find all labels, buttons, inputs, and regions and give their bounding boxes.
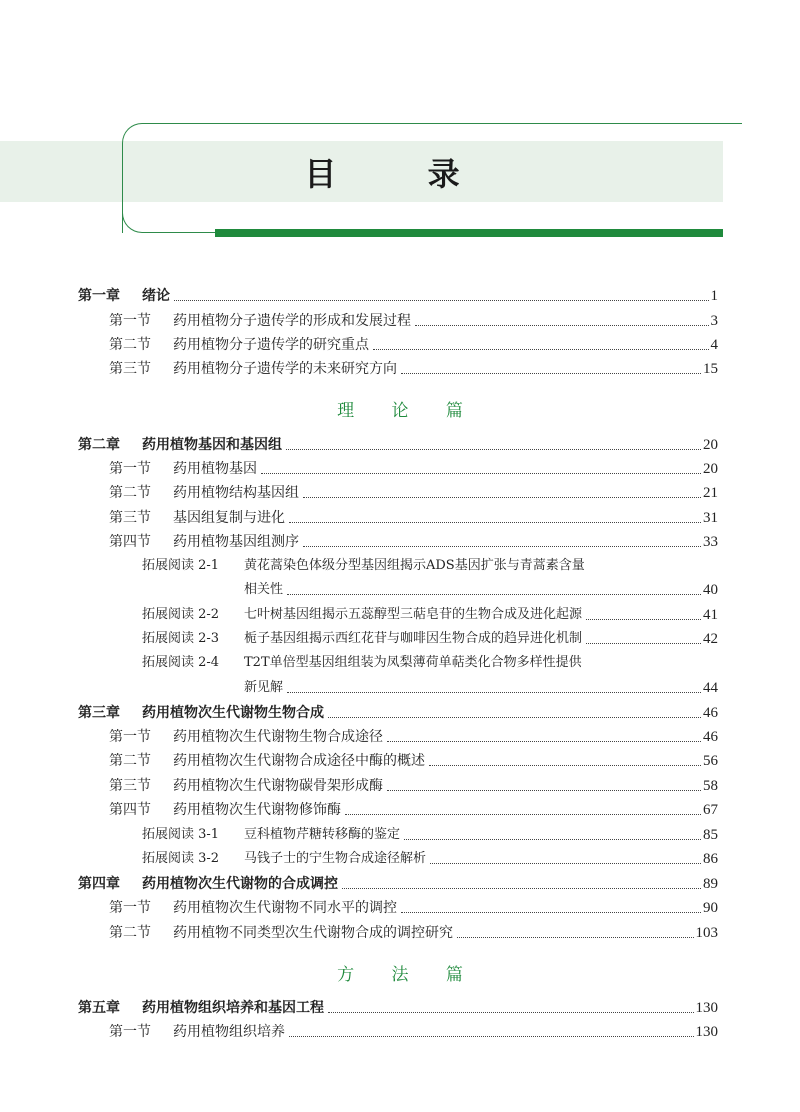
- toc-number: 第三节: [109, 778, 151, 794]
- leader-dots: [401, 911, 701, 913]
- toc-page: 33: [703, 534, 718, 550]
- toc-number: 第五章: [78, 1000, 120, 1016]
- page-title: 目 录: [304, 154, 500, 193]
- toc-section[interactable]: [109, 775, 718, 797]
- toc-title: 药用植物分子遗传学的研究重点: [173, 337, 369, 353]
- toc-section[interactable]: [109, 334, 718, 356]
- toc-page: 67: [703, 802, 718, 818]
- toc-title: 药用植物不同类型次生代谢物合成的调控研究: [173, 925, 453, 941]
- leader-dots: [387, 740, 701, 742]
- toc-section[interactable]: [109, 726, 718, 748]
- toc-page: 20: [703, 437, 718, 453]
- toc-number: 第三章: [78, 705, 120, 721]
- toc-title: 豆科植物芹糖转移酶的鉴定: [244, 827, 401, 842]
- toc-number: 第一节: [109, 313, 151, 329]
- toc-page: 1: [710, 288, 718, 304]
- toc-title: 七叶树基因组揭示五蕊醇型三萜皂苷的生物合成及进化起源: [244, 607, 583, 622]
- leader-dots: [457, 936, 694, 938]
- leader-dots: [401, 372, 701, 374]
- leader-dots: [429, 764, 701, 766]
- toc-number: 第二节: [109, 337, 151, 353]
- toc-title: 绪论: [142, 288, 170, 304]
- toc-title: 药用植物次生代谢物生物合成: [142, 705, 324, 721]
- toc-page: 20: [703, 461, 718, 477]
- toc-page: 46: [703, 729, 718, 745]
- toc-extended-reading[interactable]: [142, 555, 718, 577]
- toc-chapter[interactable]: [78, 997, 718, 1019]
- toc-number: 第二章: [78, 437, 120, 453]
- leader-dots: [404, 838, 701, 840]
- toc-section[interactable]: [109, 458, 718, 480]
- toc-title: 药用植物次生代谢物不同水平的调控: [173, 900, 397, 916]
- toc-section[interactable]: [109, 310, 718, 332]
- leader-dots: [415, 324, 709, 326]
- toc-title: T2T单倍型基因组组装为凤梨薄荷单萜类化合物多样性提供: [244, 655, 582, 670]
- toc-extended-reading[interactable]: [142, 848, 718, 870]
- toc-title: 药用植物次生代谢物修饰酶: [173, 802, 341, 818]
- toc-title: 药用植物分子遗传学的形成和发展过程: [173, 313, 411, 329]
- toc-extended-reading[interactable]: [142, 824, 718, 846]
- toc-title-cont: 新见解: [244, 680, 284, 695]
- leader-dots: [261, 472, 701, 474]
- toc-number: 拓展阅读 2-4: [142, 655, 220, 670]
- leader-dots: [303, 545, 701, 547]
- toc-page: 103: [695, 925, 718, 941]
- toc-title: 药用植物次生代谢物生物合成途径: [173, 729, 383, 745]
- leader-dots: [287, 691, 701, 693]
- leader-dots: [342, 887, 701, 889]
- leader-dots: [289, 1035, 694, 1037]
- toc-page: 86: [703, 851, 718, 867]
- toc-number: 第一节: [109, 1024, 151, 1040]
- toc-title: 药用植物组织培养: [173, 1024, 285, 1040]
- leader-dots: [586, 618, 701, 620]
- leader-dots: [174, 299, 709, 301]
- part-heading-theory: 理 论 篇: [337, 401, 479, 421]
- toc-title: 药用植物基因和基因组: [142, 437, 282, 453]
- toc-page: 85: [703, 827, 718, 843]
- toc-extended-reading[interactable]: [142, 628, 718, 650]
- toc-title: 黄花蒿染色体级分型基因组揭示ADS基因扩张与青蒿素含量: [244, 558, 585, 573]
- toc-section[interactable]: [109, 799, 718, 821]
- toc-number: 第一章: [78, 288, 120, 304]
- toc-number: 第二节: [109, 753, 151, 769]
- toc-section[interactable]: [109, 750, 718, 772]
- toc-number: 拓展阅读 2-2: [142, 607, 220, 622]
- toc-title: 马钱子士的宁生物合成途径解析: [244, 851, 427, 866]
- toc-page: 42: [703, 631, 718, 647]
- leader-dots: [303, 496, 701, 498]
- toc-page: 41: [703, 607, 718, 623]
- toc-page: 44: [703, 680, 718, 696]
- toc-section[interactable]: [109, 897, 718, 919]
- toc-number: 第一节: [109, 729, 151, 745]
- leader-dots: [287, 593, 701, 595]
- toc-number: 第一节: [109, 900, 151, 916]
- toc-title: 药用植物结构基因组: [173, 485, 299, 501]
- toc-chapter[interactable]: [78, 873, 718, 895]
- leader-dots: [430, 862, 701, 864]
- toc-section[interactable]: [109, 358, 718, 380]
- leader-dots: [328, 1011, 694, 1013]
- toc-page: 130: [695, 1000, 718, 1016]
- toc-number: 第四节: [109, 534, 151, 550]
- toc-title: 药用植物基因组测序: [173, 534, 299, 550]
- toc-number: 拓展阅读 2-1: [142, 558, 220, 573]
- toc-number: 第二节: [109, 925, 151, 941]
- leader-dots: [345, 813, 701, 815]
- toc-section[interactable]: [109, 1021, 718, 1043]
- toc-title: 药用植物基因: [173, 461, 257, 477]
- toc-number: 拓展阅读 3-1: [142, 827, 220, 842]
- toc-page: 40: [703, 582, 718, 598]
- leader-dots: [289, 521, 701, 523]
- toc-page: 15: [703, 361, 718, 377]
- toc-page: 31: [703, 510, 718, 526]
- toc-number: 第一节: [109, 461, 151, 477]
- toc-title-cont: 相关性: [244, 582, 284, 597]
- toc-extended-reading[interactable]: [142, 652, 718, 674]
- toc-title: 药用植物组织培养和基因工程: [142, 1000, 324, 1016]
- toc-number: 第三节: [109, 510, 151, 526]
- leader-dots: [328, 716, 701, 718]
- toc-chapter[interactable]: [78, 702, 718, 724]
- toc-page: 3: [710, 313, 718, 329]
- toc-title: 药用植物次生代谢物的合成调控: [142, 876, 338, 892]
- toc-page: 90: [703, 900, 718, 916]
- toc-page: 56: [703, 753, 718, 769]
- toc-chapter[interactable]: [78, 285, 718, 307]
- toc-section[interactable]: [109, 922, 718, 944]
- toc-page: 46: [703, 705, 718, 721]
- toc-page: 21: [703, 485, 718, 501]
- toc-number: 拓展阅读 3-2: [142, 851, 220, 866]
- toc-page: 89: [703, 876, 718, 892]
- toc-number: 第四章: [78, 876, 120, 892]
- toc-page: 58: [703, 778, 718, 794]
- toc-number: 第四节: [109, 802, 151, 818]
- leader-dots: [586, 642, 701, 644]
- toc-extended-reading-cont[interactable]: [244, 677, 718, 699]
- toc-extended-reading-cont[interactable]: [244, 579, 718, 601]
- toc-title: 药用植物分子遗传学的未来研究方向: [173, 361, 397, 377]
- toc-extended-reading[interactable]: [142, 604, 718, 626]
- leader-dots: [286, 448, 701, 450]
- toc-section[interactable]: [109, 507, 718, 529]
- toc-title: 栀子基因组揭示西红花苷与咖啡因生物合成的趋异进化机制: [244, 631, 583, 646]
- toc-number: 拓展阅读 2-3: [142, 631, 220, 646]
- toc-title: 药用植物次生代谢物碳骨架形成酶: [173, 778, 383, 794]
- toc-chapter[interactable]: [78, 434, 718, 456]
- toc-page: 130: [695, 1024, 718, 1040]
- title-accent-bar: [215, 229, 723, 237]
- toc-number: 第三节: [109, 361, 151, 377]
- toc-section[interactable]: [109, 482, 718, 504]
- toc-title: 基因组复制与进化: [173, 510, 285, 526]
- toc-number: 第二节: [109, 485, 151, 501]
- part-heading-methods: 方 法 篇: [337, 965, 479, 985]
- toc-page: 4: [710, 337, 718, 353]
- leader-dots: [387, 789, 701, 791]
- toc-section[interactable]: [109, 531, 718, 553]
- toc-title: 药用植物次生代谢物合成途径中酶的概述: [173, 753, 425, 769]
- leader-dots: [373, 348, 709, 350]
